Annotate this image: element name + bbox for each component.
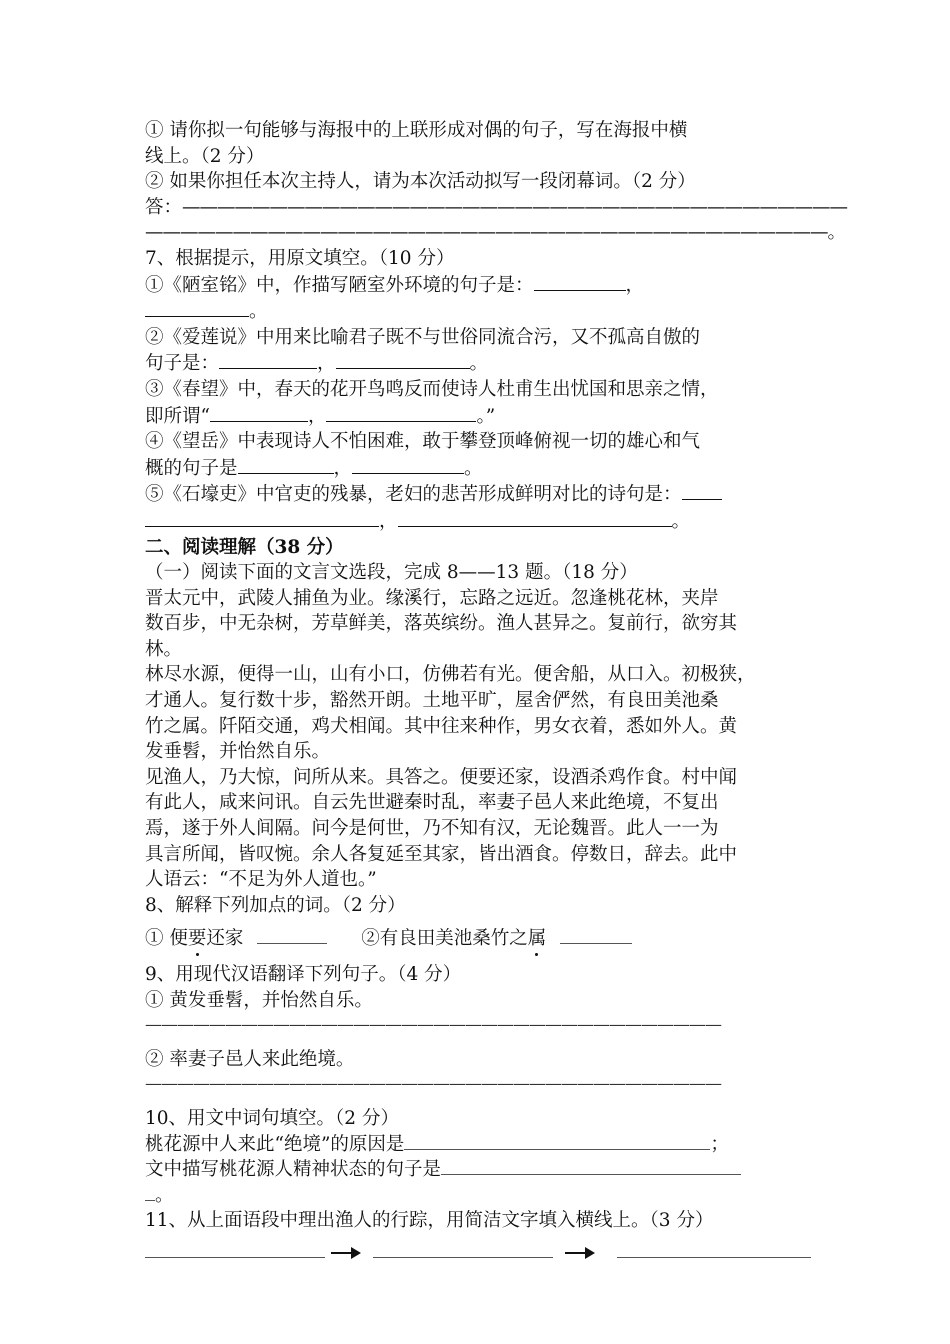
q7-s3-line2 xyxy=(145,403,815,430)
q7-s1-blank2[interactable] xyxy=(145,298,249,317)
passage-line: 人语云：“不足为外人道也。” xyxy=(145,869,377,891)
q11-blank3[interactable] xyxy=(617,1241,811,1258)
q11-blank1[interactable] xyxy=(145,1241,325,1258)
q10-line1-text: 桃花源中人来此“绝境”的原因是 xyxy=(145,1133,405,1155)
q6-answer-line xyxy=(145,195,848,221)
q7-title: 7、根据提示，用原文填空。（10 分） xyxy=(145,247,455,269)
q8-item1-blank[interactable] xyxy=(257,927,327,944)
q6-sub2: ② 如果你担任本次主持人，请为本次活动拟写一段闭幕词。（2 分） xyxy=(145,171,696,193)
answer-label: 答： xyxy=(145,196,183,218)
passage-line: 林。 xyxy=(145,638,183,660)
passage-line: 才通人。复行数十步，豁然开朗。土地平旷，屋舍俨然，有良田美池桑 xyxy=(145,690,719,712)
q7-s1-blank1[interactable] xyxy=(534,272,626,291)
q9-item2-blank[interactable]: ———————————————————————————————————— xyxy=(145,1074,721,1095)
q9-title: 9、用现代汉语翻译下列句子。（4 分） xyxy=(145,964,462,985)
q8-item2-dotted-word: 属 xyxy=(527,928,547,950)
q7-s2-end: 。 xyxy=(469,353,489,375)
q7-s2-text: 句子是： xyxy=(145,353,220,375)
q7-s3-end: 。” xyxy=(476,405,496,427)
q7-s2-blank1[interactable] xyxy=(219,350,317,369)
answer-blank[interactable]: —————————————————————————————————————— xyxy=(182,196,848,218)
q7-s5-text: ⑤《石壕吏》中官吏的残暴，老妇的悲苦形成鲜明对比的诗句是： xyxy=(145,484,682,506)
passage-line: 晋太元中，武陵人捕鱼为业。缘溪行，忘路之远近。忽逢桃花林，夹岸 xyxy=(145,587,719,609)
q8-items xyxy=(145,926,815,952)
passage-line: 发垂髫，并怡然自乐。 xyxy=(145,741,331,763)
q10-line1-end: ； xyxy=(710,1133,729,1155)
q7-s4-text: 概的句子是 xyxy=(145,457,238,479)
q7-s5-line1 xyxy=(145,481,815,508)
q7-s2-line2 xyxy=(145,350,815,377)
q7-s1 xyxy=(145,272,815,299)
passage-line: 林尽水源，便得一山，山有小口，仿佛若有光。便舍船，从口入。初极狭， xyxy=(145,664,756,686)
q10-blank2-cont[interactable] xyxy=(145,1184,155,1201)
q6-sub1-line2: 线上。（2 分） xyxy=(145,145,265,167)
q7-s3-blank1[interactable] xyxy=(210,403,308,422)
section-intro: （一）阅读下面的文言文选段，完成 8——13 题。（18 分） xyxy=(145,562,638,584)
q10-line1 xyxy=(145,1132,815,1158)
q10-blank1[interactable] xyxy=(404,1133,710,1150)
q6-sub1-line1: ① 请你拟一句能够与海报中的上联形成对偶的句子，写在海报中横 xyxy=(145,120,688,141)
q7-s5-blank2[interactable] xyxy=(398,508,672,527)
q7-s3-line1: ③《春望》中，春天的花开鸟鸣反而使诗人杜甫生出忧国和思亲之情， xyxy=(145,378,719,400)
q11-title: 11、从上面语段中理出渔人的行踪，用简洁文字填入横线上。（3 分） xyxy=(145,1210,714,1232)
q7-s1-text: ①《陋室铭》中，作描写陋室外环境的句子是： xyxy=(145,274,534,296)
q10-blank2[interactable] xyxy=(441,1158,741,1175)
q7-s1-comma: ， xyxy=(625,274,645,296)
q11-blank2[interactable] xyxy=(373,1241,553,1258)
q7-s4-line1: ④《望岳》中表现诗人不怕困难，敢于攀登顶峰俯视一切的雄心和气 xyxy=(145,431,701,453)
arrow-right-icon xyxy=(331,1245,361,1261)
q8-item1-dotted-word: 要 xyxy=(187,928,207,950)
q10-line3 xyxy=(145,1183,815,1209)
passage-line: 有此人，咸来问讯。自云先世避秦时乱，率妻子邑人来此绝境，不复出 xyxy=(145,792,719,814)
q11-track xyxy=(145,1240,815,1266)
q7-s1-cont xyxy=(145,298,815,325)
exam-page xyxy=(145,118,848,1266)
q7-s4-blank1[interactable] xyxy=(238,455,334,474)
q9-item2: ② 率妻子邑人来此绝境。 xyxy=(145,1048,355,1070)
q7-s5-blank1[interactable] xyxy=(145,508,379,527)
q7-s4-blank2[interactable] xyxy=(352,455,464,474)
passage-line: 数百步，中无杂树，芳草鲜美，落英缤纷。渔人甚异之。复前行，欲穷其 xyxy=(145,613,738,635)
section-heading: 二、阅读理解（38 分） xyxy=(145,536,344,558)
q7-s4-end: 。 xyxy=(464,457,483,479)
q7-s1-end: 。 xyxy=(249,301,268,323)
q9-item1: ① 黄发垂髫，并怡然自乐。 xyxy=(145,989,373,1011)
passage-line: 竹之属。阡陌交通，鸡犬相闻。其中往来种作，男女衣着，悉如外人。黄 xyxy=(145,715,738,737)
q10-title: 10、用文中词句填空。（2 分） xyxy=(145,1107,399,1129)
q7-s2-comma: ， xyxy=(317,353,336,375)
q7-s3-text: 即所谓“ xyxy=(145,405,210,427)
answer-blank-2[interactable]: ———————————————————————————————————————。 xyxy=(145,222,846,244)
q7-s2-line1: ②《爱莲说》中用来比喻君子既不与世俗同流合污，又不孤高自傲的 xyxy=(145,326,701,348)
q7-s5-blank-start[interactable] xyxy=(682,481,722,500)
q8-item2-blank[interactable] xyxy=(560,927,632,944)
passage-line: 见渔人，乃大惊，问所从来。具答之。便要还家，设酒杀鸡作食。村中闻 xyxy=(145,766,738,788)
q10-line2-text: 文中描写桃花源人精神状态的句子是 xyxy=(145,1159,442,1181)
q8-item1-post: 还家 xyxy=(206,928,244,950)
q8-title: 8、解释下列加点的词。（2 分） xyxy=(145,894,406,916)
q7-s4-line2 xyxy=(145,455,815,482)
q7-s3-blank2[interactable] xyxy=(326,403,476,422)
q7-s5-line2 xyxy=(145,508,815,535)
passage-line: 焉，遂于外人间隔。问今是何世，乃不知有汉，无论魏晋。此人一一为 xyxy=(145,818,719,840)
q7-s5-end: 。 xyxy=(671,510,691,532)
q7-s3-comma: ， xyxy=(307,405,327,427)
q7-s2-blank2[interactable] xyxy=(336,350,470,369)
passage-line: 具言所闻，皆叹惋。余人各复延至其家，皆出酒食。停数日，辞去。此中 xyxy=(145,843,738,865)
arrow-right-icon xyxy=(565,1245,595,1261)
q7-s4-comma: ， xyxy=(333,457,353,479)
q10-line3-end: 。 xyxy=(155,1184,174,1206)
q9-item1-blank[interactable]: ———————————————————————————————————— xyxy=(145,1015,721,1036)
q8-item2-pre: ②有良田美池桑竹之 xyxy=(361,928,528,950)
q10-line2 xyxy=(145,1157,815,1183)
q7-s5-comma: ， xyxy=(379,510,398,532)
q8-item1-pre: ① 便 xyxy=(145,928,188,950)
